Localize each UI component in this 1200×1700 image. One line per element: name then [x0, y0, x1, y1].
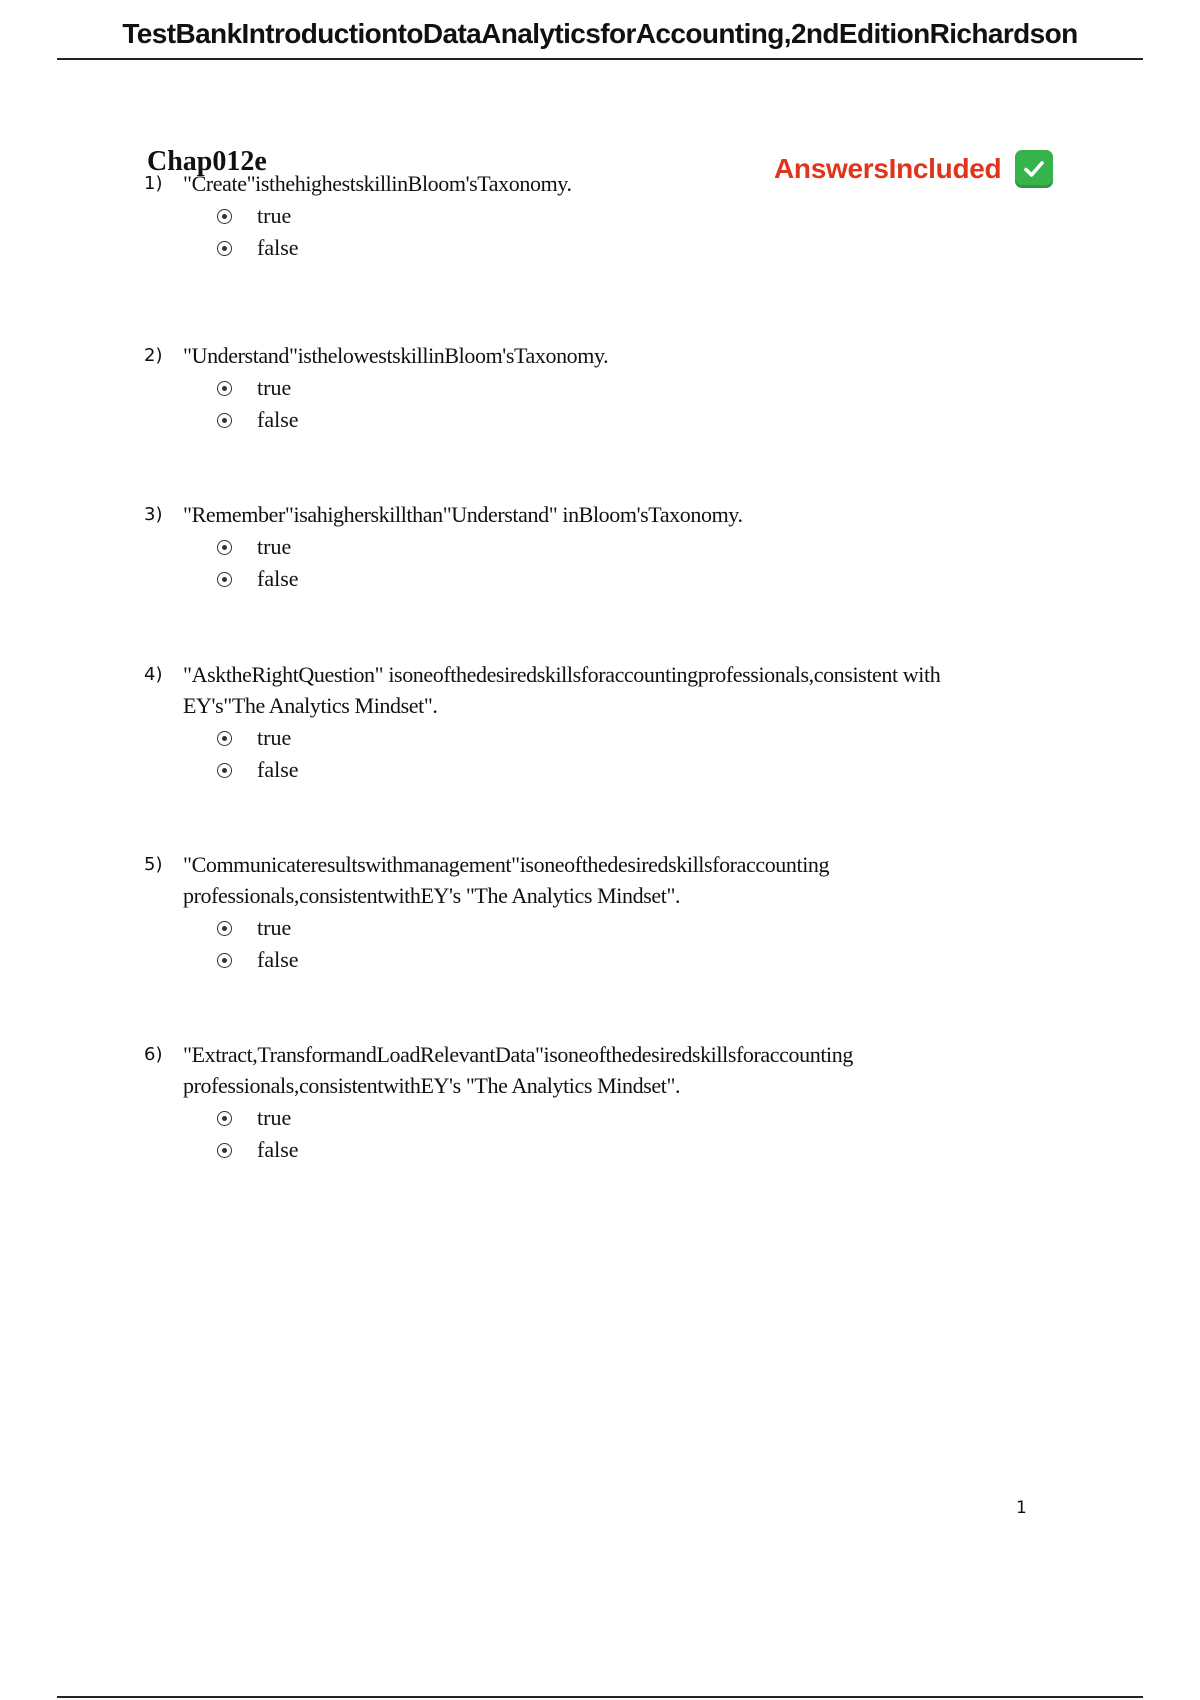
question-6 — [144, 1039, 1084, 1166]
question-text — [183, 849, 829, 911]
question-text-line: "AsktheRightQuestion" isoneofthedesiredskillsforaccountingprofessionals,consistent with — [183, 662, 941, 687]
option-label: false — [257, 757, 299, 782]
question-text: "Remember"isahigherskillthan"Understand" inBloom'sTaxonomy. — [183, 502, 743, 527]
question-number: 2) — [144, 345, 163, 366]
answer-options — [217, 200, 1084, 264]
option-label: false — [257, 235, 299, 260]
option-label: true — [257, 375, 292, 400]
question-text-line: "Communicateresultswithmanagement"isoneofthedesiredskillsforaccounting — [183, 852, 830, 877]
question-5 — [144, 849, 1084, 976]
radio-button-icon[interactable] — [217, 921, 232, 936]
option-label: true — [257, 1105, 292, 1130]
question-text — [183, 659, 940, 721]
question-2 — [144, 340, 1084, 436]
option-label: true — [257, 534, 292, 559]
question-text-line: EY's"The Analytics Mindset". — [183, 693, 438, 718]
option-true[interactable] — [217, 531, 1084, 563]
option-true[interactable] — [217, 1102, 1084, 1134]
radio-button-icon[interactable] — [217, 572, 232, 587]
radio-button-icon[interactable] — [217, 209, 232, 224]
question-text-line: professionals,consistentwithEY's "The Analytics Mindset". — [183, 1073, 681, 1098]
question-text: "Understand"isthelowestskillinBloom'sTaxonomy. — [183, 343, 609, 368]
option-false[interactable] — [217, 563, 1084, 595]
page-number: 1 — [1016, 1498, 1027, 1518]
option-true[interactable] — [217, 372, 1084, 404]
radio-button-icon[interactable] — [217, 953, 232, 968]
option-true[interactable] — [217, 912, 1084, 944]
answer-options — [217, 1102, 1084, 1166]
option-true[interactable] — [217, 722, 1084, 754]
option-false[interactable] — [217, 232, 1084, 264]
option-label: true — [257, 725, 292, 750]
answer-options — [217, 722, 1084, 786]
question-number: 6) — [144, 1044, 163, 1065]
radio-button-icon[interactable] — [217, 1143, 232, 1158]
radio-button-icon[interactable] — [217, 413, 232, 428]
radio-button-icon[interactable] — [217, 731, 232, 746]
question-text: "Create"isthehighestskillinBloom'sTaxonomy. — [183, 171, 572, 196]
question-number: 5) — [144, 854, 163, 875]
option-label: true — [257, 203, 292, 228]
answers-included-label: AnswersIncluded — [774, 153, 1002, 184]
option-false[interactable] — [217, 404, 1084, 436]
option-false[interactable] — [217, 1134, 1084, 1166]
question-1 — [144, 168, 1084, 264]
option-label: false — [257, 407, 299, 432]
question-text-line: "Extract,TransformandLoadRelevantData"isoneofthedesiredskillsforaccounting — [183, 1042, 853, 1067]
option-label: false — [257, 1137, 299, 1162]
option-label: false — [257, 566, 299, 591]
option-false[interactable] — [217, 754, 1084, 786]
option-true[interactable] — [217, 200, 1084, 232]
radio-button-icon[interactable] — [217, 763, 232, 778]
question-text — [183, 1039, 853, 1101]
question-3 — [144, 499, 1084, 595]
page-header — [57, 14, 1143, 60]
option-label: true — [257, 915, 292, 940]
question-4 — [144, 659, 1084, 786]
radio-button-icon[interactable] — [217, 241, 232, 256]
footer-divider — [57, 1696, 1143, 1698]
option-false[interactable] — [217, 944, 1084, 976]
question-number: 1) — [144, 173, 163, 194]
answer-options — [217, 372, 1084, 436]
chapter-title: Chap012e — [147, 146, 267, 177]
radio-button-icon[interactable] — [217, 381, 232, 396]
answer-options — [217, 531, 1084, 595]
question-text-line: professionals,consistentwithEY's "The Analytics Mindset". — [183, 883, 681, 908]
header-title: TestBankIntroductiontoDataAnalyticsforAccounting,2ndEditionRichardson — [122, 18, 1078, 49]
radio-button-icon[interactable] — [217, 1111, 232, 1126]
option-label: false — [257, 947, 299, 972]
question-number: 4) — [144, 664, 163, 685]
question-number: 3) — [144, 504, 163, 525]
answer-options — [217, 912, 1084, 976]
radio-button-icon[interactable] — [217, 540, 232, 555]
